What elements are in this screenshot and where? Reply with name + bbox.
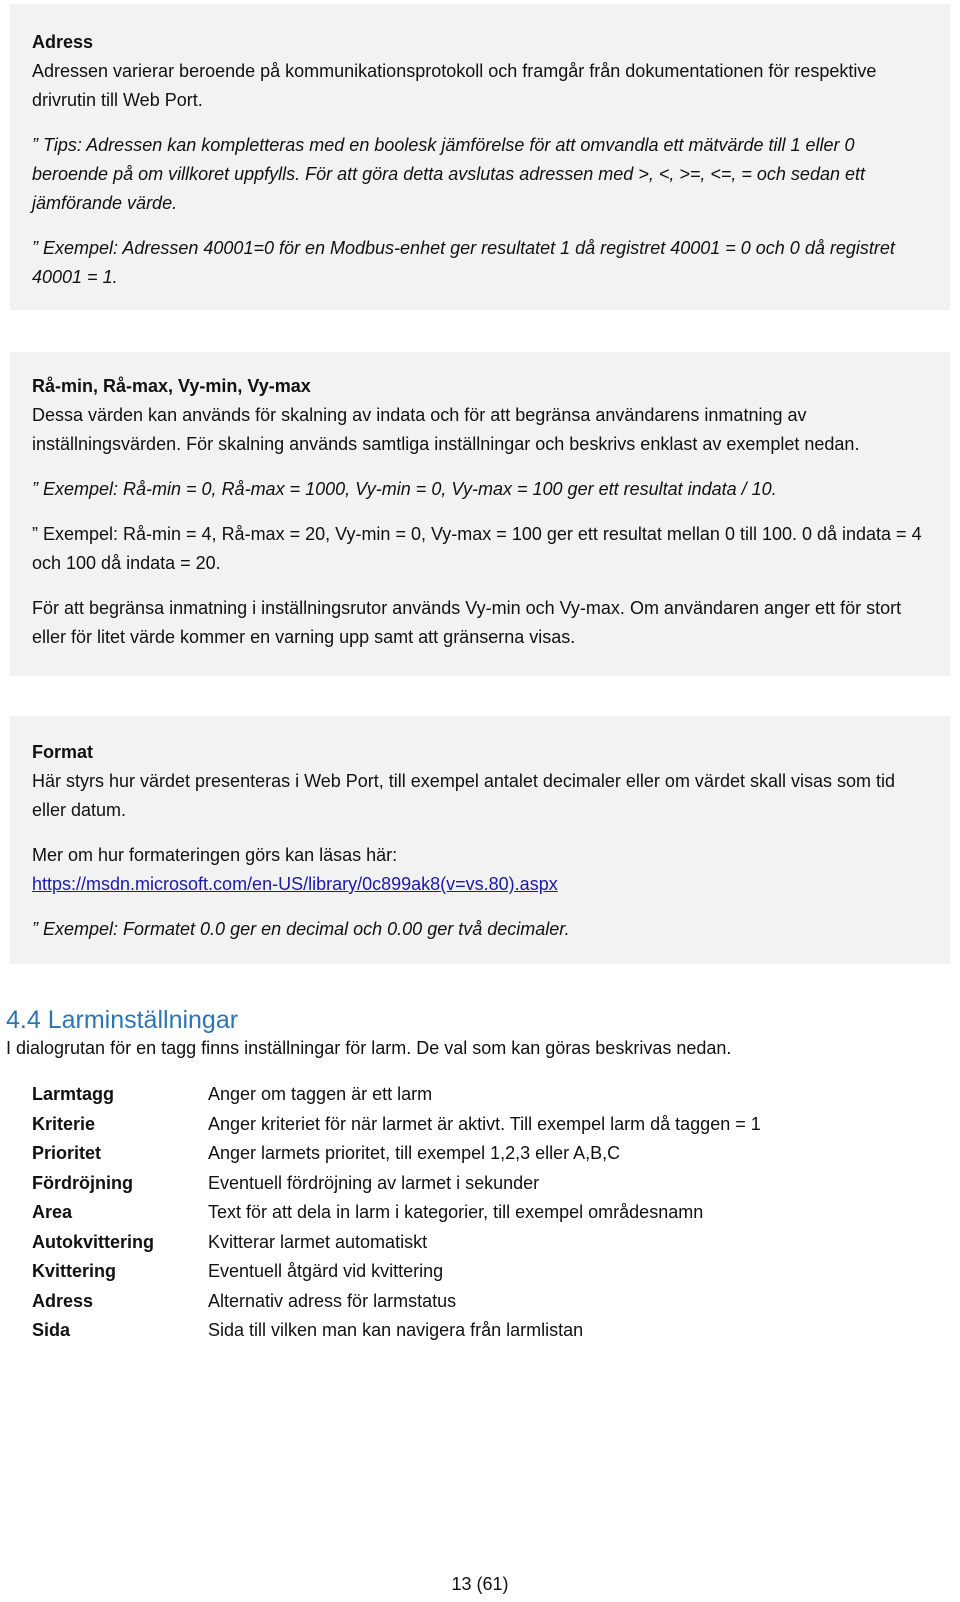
adress-title: Adress	[32, 32, 94, 52]
table-row	[32, 1228, 761, 1258]
alarm-desc: Anger larmets prioritet, till exempel 1,2,3 eller A,B,C	[208, 1143, 621, 1163]
scaling-example-2: ” Exempel: Rå-min = 4, Rå-max = 20, Vy-min = 0, Vy-max = 100 ger ett resultat mellan 0 till 100. 0 då indata = 4 och 100 då indata = 20.	[32, 524, 922, 573]
section-heading: 4.4 Larminställningar	[6, 1006, 239, 1034]
alarm-desc: Alternativ adress för larmstatus	[208, 1290, 457, 1311]
adress-tip: ” Tips: Adressen kan kompletteras med en boolesk jämförelse för att omvandla ett mätvärde till 1 eller 0 beroende på om villkoret uppfylls. För att göra detta avslutas adressen med >, <, >=, <=, = och sedan ett jämförande värde.	[32, 135, 865, 213]
adress-body: Adressen varierar beroende på kommunikationsprotokoll och framgår från dokumentationen för respektive drivrutin till Web Port.	[32, 61, 877, 110]
alarm-desc: Anger kriteriet för när larmet är aktivt. Till exempel larm då taggen = 1	[208, 1113, 761, 1134]
scaling-title: Rå-min, Rå-max, Vy-min, Vy-max	[32, 376, 311, 396]
alarm-settings-table	[32, 1080, 761, 1346]
format-box	[10, 716, 950, 964]
alarm-desc: Sida till vilken man kan navigera från larmlistan	[208, 1320, 584, 1340]
scaling-example-1: ” Exempel: Rå-min = 0, Rå-max = 1000, Vy-min = 0, Vy-max = 100 ger ett resultat indata / 10.	[32, 479, 777, 499]
table-row	[32, 1139, 761, 1169]
table-row	[32, 1287, 761, 1317]
format-body: Här styrs hur värdet presenteras i Web Port, till exempel antalet decimaler eller om värdet skall visas som tid eller datum.	[32, 771, 895, 820]
table-row	[32, 1257, 761, 1287]
format-doc-link[interactable]: https://msdn.microsoft.com/en-US/library/0c899ak8(v=vs.80).aspx	[32, 874, 558, 894]
alarm-term: Kriterie	[32, 1113, 96, 1134]
alarm-desc: Eventuell fördröjning av larmet i sekunder	[208, 1172, 540, 1193]
section-intro: I dialogrutan för en tagg finns inställningar för larm. De val som kan göras beskrivas nedan.	[6, 1038, 732, 1058]
table-row	[32, 1080, 761, 1110]
alarm-desc: Text för att dela in larm i kategorier, till exempel områdesnamn	[208, 1202, 704, 1222]
scaling-box	[10, 352, 950, 676]
table-row	[32, 1110, 761, 1140]
page-number: 13 (61)	[451, 1574, 509, 1594]
alarm-desc: Eventuell åtgärd vid kvittering	[208, 1261, 444, 1281]
alarm-desc: Anger om taggen är ett larm	[208, 1084, 433, 1104]
format-more-info: Mer om hur formateringen görs kan läsas här:	[32, 845, 398, 865]
table-row	[32, 1198, 761, 1228]
alarm-term: Area	[32, 1202, 73, 1222]
alarm-term: Sida	[32, 1320, 71, 1340]
scaling-limit-note: För att begränsa inmatning i inställningsrutor används Vy-min och Vy-max. Om användaren anger ett för stort eller för litet värde kommer en varning upp samt att gränserna visas.	[32, 598, 902, 647]
adress-box	[10, 4, 950, 310]
alarm-term: Kvittering	[32, 1261, 117, 1281]
alarm-term: Larmtagg	[32, 1084, 115, 1104]
alarm-term: Adress	[32, 1290, 94, 1311]
adress-example: ” Exempel: Adressen 40001=0 för en Modbus-enhet ger resultatet 1 då registret 40001 = 0 och 0 då registret 40001 = 1.	[32, 238, 895, 287]
format-title: Format	[32, 742, 94, 762]
format-example: ” Exempel: Formatet 0.0 ger en decimal och 0.00 ger två decimaler.	[32, 919, 570, 939]
table-row	[32, 1169, 761, 1199]
scaling-body: Dessa värden kan används för skalning av indata och för att begränsa användarens inmatning av inställningsvärden. För skalning används samtliga inställningar och beskrivs enklast av exemplet nedan.	[32, 405, 860, 454]
alarm-term: Autokvittering	[32, 1231, 155, 1252]
alarm-term: Fördröjning	[32, 1172, 133, 1193]
alarm-term: Prioritet	[32, 1143, 102, 1163]
alarm-desc: Kvitterar larmet automatiskt	[208, 1231, 428, 1252]
table-row	[32, 1316, 761, 1346]
